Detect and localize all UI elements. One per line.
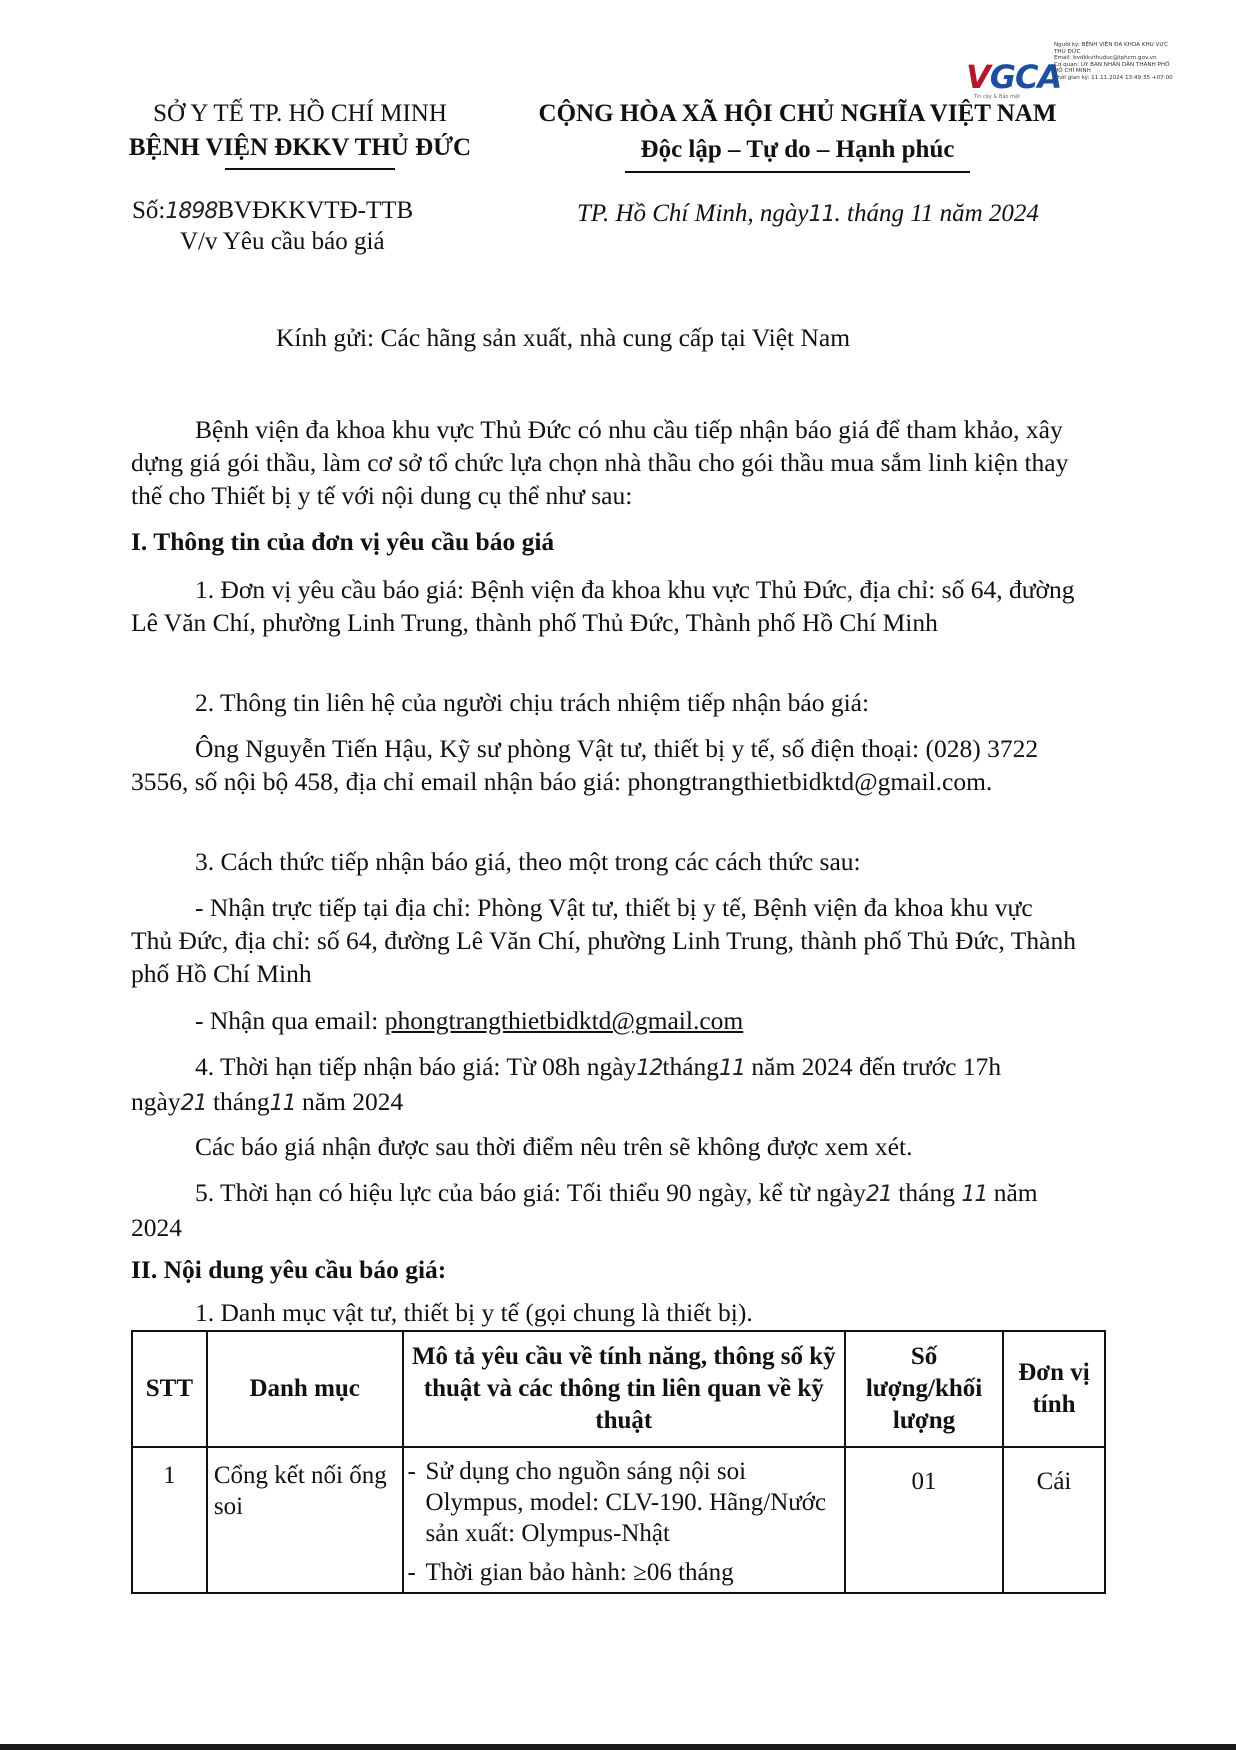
- equipment-table: [131, 1330, 1106, 1594]
- scan-bottom-edge: [0, 1744, 1236, 1750]
- section-2-item-1: 1. Danh mục vật tư, thiết bị y tế (gọi chung là thiết bị).: [195, 1298, 753, 1327]
- hospital-name-underline: [225, 168, 395, 170]
- table-header-row: [132, 1331, 1105, 1447]
- digital-signature-stamp: [966, 36, 1173, 116]
- signature-details: Người ký: BỆNH VIỆN ĐA KHOA KHU VỰC THỦ ĐỨC Email: bvdkkvthuduc@tphcm.gov.vn Cơ quan: ỦY BAN NHÂN DÂN THÀNH PHỐ HỒ CHÍ MINH Thời gian ký: 11.11.2024 13:49:35 +07:00: [1054, 42, 1173, 81]
- vgca-logo: VGCA: [966, 58, 1062, 96]
- motto-underline: [625, 171, 970, 173]
- cell-quantity: 01: [845, 1447, 1003, 1593]
- contact-details: Ông Nguyễn Tiến Hậu, Kỹ sư phòng Vật tư, thiết bị y tế, số điện thoại: (028) 3722 3556, số nội bộ 458, địa chỉ email nhận báo giá: phongtrangthietbidktd@gmail.com.: [131, 734, 1039, 796]
- department-name: SỞ Y TẾ TP. HỒ CHÍ MINH: [153, 100, 447, 127]
- header-description: Mô tả yêu cầu về tính năng, thông số kỹ thuật và các thông tin liên quan về kỹ thuật: [403, 1331, 846, 1447]
- intro-paragraph: Bệnh viện đa khoa khu vực Thủ Đức có nhu cầu tiếp nhận báo giá để tham khảo, xây dựng giá gói thầu, làm cơ sở tổ chức lựa chọn nhà thầu cho gói thầu mua sắm linh kiện thay thế cho Thiết bị y tế với nội dung cụ thể như sau:: [131, 415, 1069, 510]
- receive-method-direct: - Nhận trực tiếp tại địa chỉ: Phòng Vật tư, thiết bị y tế, Bệnh viện đa khoa khu vực Thủ Đức, địa chỉ: số 64, đường Lê Văn Chí, phường Linh Trung, thành phố Thủ Đức, Thành phố Hồ Chí Minh: [131, 893, 1076, 988]
- header-stt: STT: [132, 1331, 207, 1447]
- section-1-title: I. Thông tin của đơn vị yêu cầu báo giá: [131, 527, 555, 556]
- vgca-logo-tagline: Tin cậy & Bảo mật: [974, 94, 1020, 100]
- description-line-2: Thời gian bảo hành: ≥06 tháng: [425, 1559, 734, 1586]
- section-2-title: II. Nội dung yêu cầu báo giá:: [131, 1255, 447, 1284]
- cell-unit: Cái: [1003, 1447, 1105, 1593]
- section-1-item-2: 2. Thông tin liên hệ của người chịu trách nhiệm tiếp nhận báo giá:: [195, 688, 870, 717]
- document-subject: V/v Yêu cầu báo giá: [180, 228, 385, 255]
- handwritten-doc-number: 1898: [165, 199, 218, 224]
- cell-name: Cổng kết nối ống soi: [207, 1447, 403, 1593]
- email-link[interactable]: phongtrangthietbidktd@gmail.com: [384, 1006, 744, 1035]
- section-1-item-3: 3. Cách thức tiếp nhận báo giá, theo một trong các cách thức sau:: [195, 847, 861, 876]
- cell-stt: 1: [132, 1447, 207, 1593]
- receive-method-email: - Nhận qua email: phongtrangthietbidktd@gmail.com: [195, 1006, 744, 1035]
- recipient-line: Kính gửi: Các hãng sản xuất, nhà cung cấp tại Việt Nam: [276, 323, 851, 352]
- document-number: Số:1898BVĐKKVTĐ-TTB: [132, 197, 414, 224]
- cell-description: - Sử dụng cho nguồn sáng nội soi Olympus, model: CLV-190. Hãng/Nước sản xuất: Olympus-Nhật - Thời gian bảo hành: ≥06 tháng: [403, 1447, 846, 1593]
- late-submission-note: Các báo giá nhận được sau thời điểm nêu trên sẽ không được xem xét.: [195, 1132, 913, 1161]
- national-title: CỘNG HÒA XÃ HỘI CHỦ NGHĨA VIỆT NAM: [538, 100, 1057, 127]
- national-motto: Độc lập – Tự do – Hạnh phúc: [640, 136, 955, 163]
- section-1-item-4: 4. Thời hạn tiếp nhận báo giá: Từ 08h ngày12tháng11 năm 2024 đến trước 17h ngày21 tháng11 năm 2024: [131, 1052, 1002, 1116]
- table-row: [132, 1447, 1105, 1593]
- header-quantity: Số lượng/khối lượng: [845, 1331, 1003, 1447]
- section-1-item-1: 1. Đơn vị yêu cầu báo giá: Bệnh viện đa khoa khu vực Thủ Đức, địa chỉ: số 64, đường Lê Văn Chí, phường Linh Trung, thành phố Thủ Đức, Thành phố Hồ Chí Minh: [131, 575, 1075, 637]
- header-unit: Đơn vị tính: [1003, 1331, 1105, 1447]
- hospital-name: BỆNH VIỆN ĐKKV THỦ ĐỨC: [128, 134, 472, 161]
- description-line-1: Sử dụng cho nguồn sáng nội soi Olympus, model: CLV-190. Hãng/Nước sản xuất: Olympus-Nhật: [425, 1458, 827, 1547]
- handwritten-day: 11: [808, 202, 835, 227]
- section-1-item-5: 5. Thời hạn có hiệu lực của báo giá: Tối thiểu 90 ngày, kể từ ngày21 tháng 11 năm 2024: [131, 1178, 1038, 1242]
- header-name: Danh mục: [207, 1331, 403, 1447]
- document-date: TP. Hồ Chí Minh, ngày11. tháng 11 năm 2024: [577, 200, 1039, 227]
